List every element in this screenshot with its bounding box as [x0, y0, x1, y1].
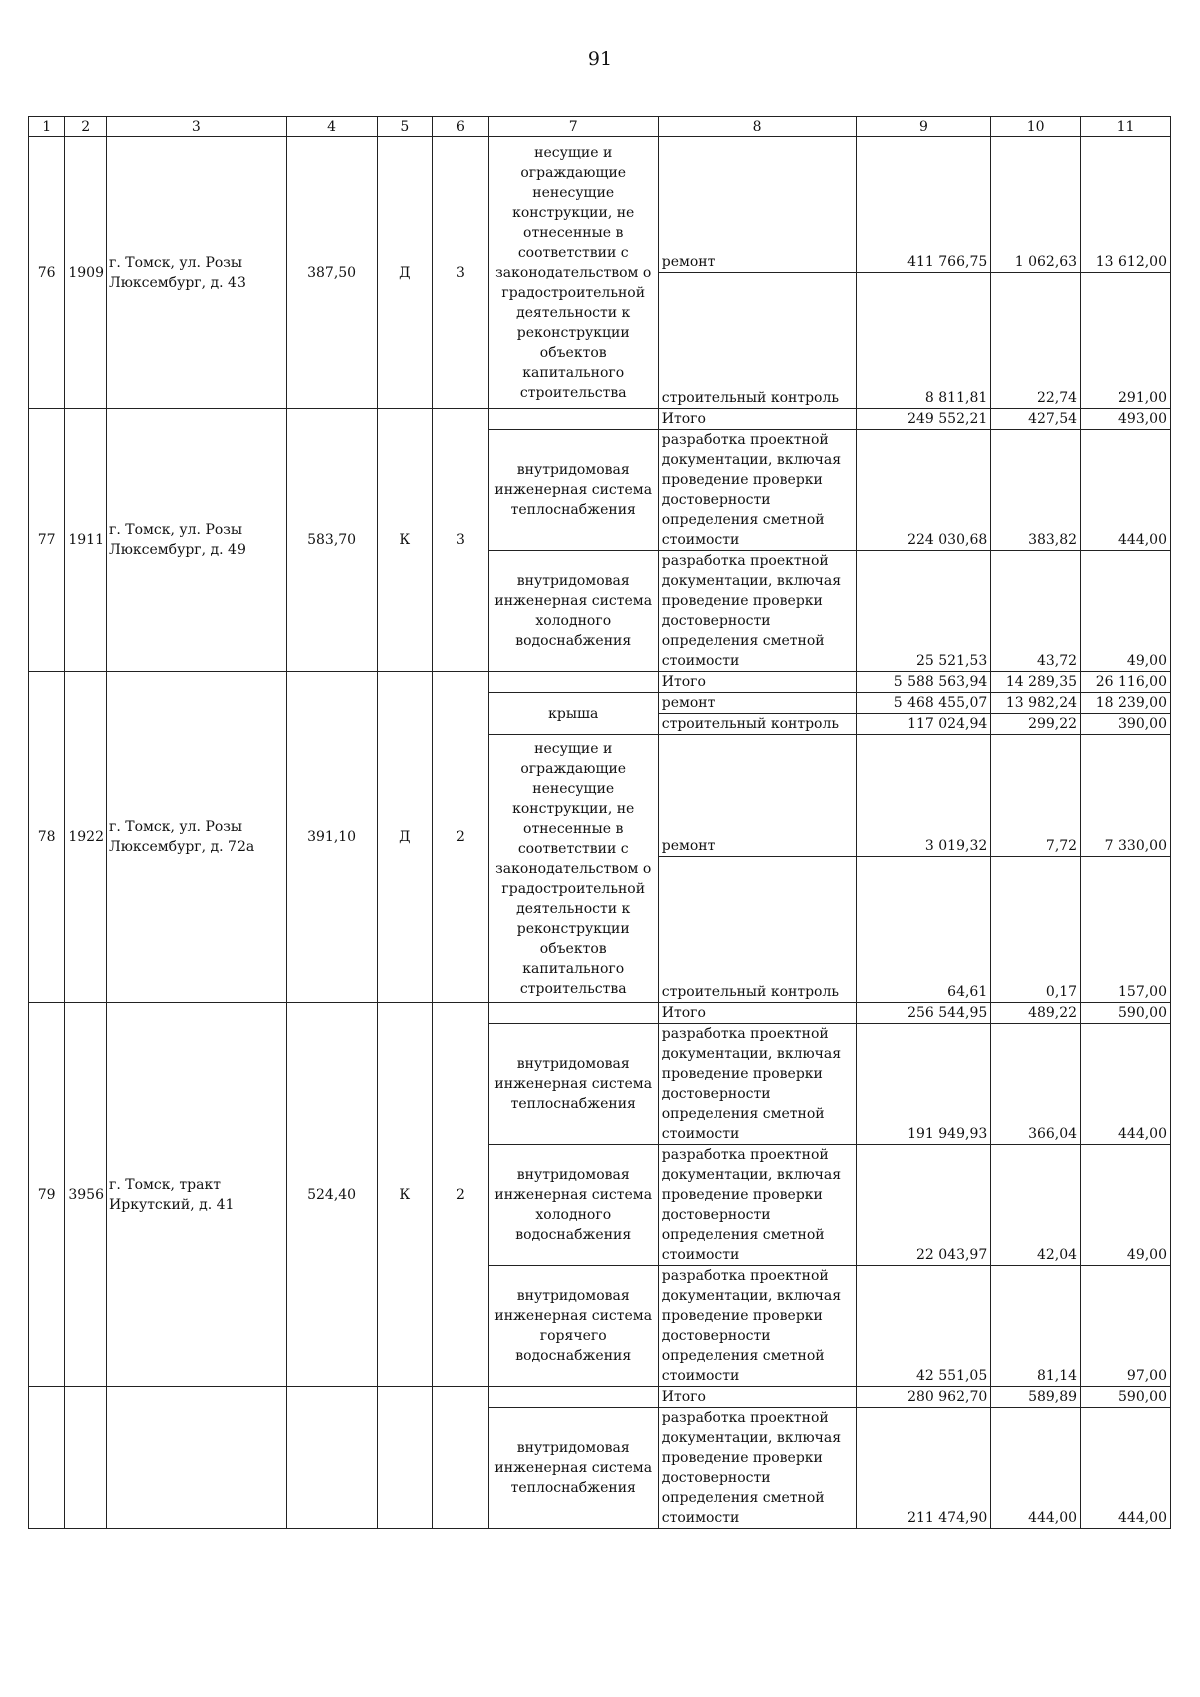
- table-row: [29, 137, 1171, 273]
- work-cost: 117 024,94: [856, 714, 991, 735]
- work-type: разработка проектной документации, включая проведение проверки достоверности определения сметной стоимости: [658, 1145, 856, 1266]
- house-address: г. Томск, ул. Розы Люксембург, д. 72а: [107, 672, 287, 1003]
- structural-element: внутридомовая инженерная система холодного водоснабжения: [488, 551, 658, 672]
- limit-cost: 13 612,00: [1081, 137, 1171, 273]
- empty-cell: [29, 1387, 65, 1529]
- house-floors: 2: [433, 1003, 489, 1387]
- house-area: 391,10: [286, 672, 377, 1003]
- structural-element: внутридомовая инженерная система теплоснабжения: [488, 1024, 658, 1145]
- work-type: разработка проектной документации, включая проведение проверки достоверности определения сметной стоимости: [658, 1408, 856, 1529]
- house-address: г. Томск, ул. Розы Люксембург, д. 49: [107, 409, 287, 672]
- house-type: Д: [377, 672, 433, 1003]
- col-header: 6: [433, 117, 489, 137]
- total-row: [29, 1003, 1171, 1024]
- limit-cost: 444,00: [1081, 1408, 1171, 1529]
- work-type: разработка проектной документации, включая проведение проверки достоверности определения сметной стоимости: [658, 1024, 856, 1145]
- unit-cost: 7,72: [991, 735, 1081, 857]
- structural-element: крыша: [488, 693, 658, 735]
- work-cost: 3 019,32: [856, 735, 991, 857]
- total-unit: 14 289,35: [991, 672, 1081, 693]
- unit-cost: 366,04: [991, 1024, 1081, 1145]
- col-header: 8: [658, 117, 856, 137]
- unit-cost: 42,04: [991, 1145, 1081, 1266]
- total-cost: 280 962,70: [856, 1387, 991, 1408]
- col-header: 2: [65, 117, 107, 137]
- empty-cell: [488, 409, 658, 430]
- row-number: 76: [29, 137, 65, 409]
- total-cost: 256 544,95: [856, 1003, 991, 1024]
- row-number: 79: [29, 1003, 65, 1387]
- total-unit: 589,89: [991, 1387, 1081, 1408]
- house-address: г. Томск, ул. Розы Люксембург, д. 43: [107, 137, 287, 409]
- house-code: 1922: [65, 672, 107, 1003]
- row-number: 78: [29, 672, 65, 1003]
- limit-cost: 444,00: [1081, 1024, 1171, 1145]
- unit-cost: 0,17: [991, 857, 1081, 1003]
- house-type: К: [377, 409, 433, 672]
- total-label: Итого: [658, 1003, 856, 1024]
- unit-cost: 43,72: [991, 551, 1081, 672]
- column-number-row: [29, 117, 1171, 137]
- capital-repair-table: [28, 116, 1171, 1529]
- total-cost: 249 552,21: [856, 409, 991, 430]
- limit-cost: 157,00: [1081, 857, 1171, 1003]
- unit-cost: 22,74: [991, 273, 1081, 409]
- work-cost: 191 949,93: [856, 1024, 991, 1145]
- total-label: Итого: [658, 1387, 856, 1408]
- house-code: 1909: [65, 137, 107, 409]
- total-label: Итого: [658, 672, 856, 693]
- house-floors: 3: [433, 409, 489, 672]
- unit-cost: 444,00: [991, 1408, 1081, 1529]
- unit-cost: 81,14: [991, 1266, 1081, 1387]
- col-header: 10: [991, 117, 1081, 137]
- house-floors: 2: [433, 672, 489, 1003]
- empty-cell: [65, 1387, 107, 1529]
- house-address: г. Томск, тракт Иркутский, д. 41: [107, 1003, 287, 1387]
- col-header: 11: [1081, 117, 1171, 137]
- house-area: 387,50: [286, 137, 377, 409]
- empty-cell: [286, 1387, 377, 1529]
- house-type: К: [377, 1003, 433, 1387]
- limit-cost: 291,00: [1081, 273, 1171, 409]
- empty-cell: [488, 1387, 658, 1408]
- work-cost: 25 521,53: [856, 551, 991, 672]
- work-type: разработка проектной документации, включая проведение проверки достоверности определения сметной стоимости: [658, 430, 856, 551]
- work-cost: 5 468 455,07: [856, 693, 991, 714]
- empty-cell: [107, 1387, 287, 1529]
- work-cost: 64,61: [856, 857, 991, 1003]
- col-header: 7: [488, 117, 658, 137]
- total-limit: 590,00: [1081, 1003, 1171, 1024]
- total-row: [29, 409, 1171, 430]
- limit-cost: 49,00: [1081, 1145, 1171, 1266]
- total-limit: 493,00: [1081, 409, 1171, 430]
- work-type: строительный контроль: [658, 857, 856, 1003]
- work-cost: 224 030,68: [856, 430, 991, 551]
- unit-cost: 13 982,24: [991, 693, 1081, 714]
- house-floors: 3: [433, 137, 489, 409]
- structural-element: внутридомовая инженерная система теплоснабжения: [488, 430, 658, 551]
- limit-cost: 97,00: [1081, 1266, 1171, 1387]
- work-cost: 411 766,75: [856, 137, 991, 273]
- work-type: ремонт: [658, 693, 856, 714]
- work-cost: 8 811,81: [856, 273, 991, 409]
- house-code: 3956: [65, 1003, 107, 1387]
- structural-element: несущие и ограждающие ненесущие конструкции, не отнесенные в соответствии с законодательством о градостроительной деятельности к реконструкции объектов капитального строительства: [488, 735, 658, 1003]
- empty-cell: [433, 1387, 489, 1529]
- structural-element: внутридомовая инженерная система холодного водоснабжения: [488, 1145, 658, 1266]
- row-number: 77: [29, 409, 65, 672]
- work-cost: 211 474,90: [856, 1408, 991, 1529]
- house-area: 524,40: [286, 1003, 377, 1387]
- house-area: 583,70: [286, 409, 377, 672]
- total-unit: 427,54: [991, 409, 1081, 430]
- structural-element: внутридомовая инженерная система теплоснабжения: [488, 1408, 658, 1529]
- col-header: 1: [29, 117, 65, 137]
- col-header: 3: [107, 117, 287, 137]
- work-type: строительный контроль: [658, 273, 856, 409]
- total-unit: 489,22: [991, 1003, 1081, 1024]
- structural-element: несущие и ограждающие ненесущие конструкции, не отнесенные в соответствии с законодательством о градостроительной деятельности к реконструкции объектов капитального строительства: [488, 137, 658, 409]
- total-limit: 26 116,00: [1081, 672, 1171, 693]
- structural-element: внутридомовая инженерная система горячего водоснабжения: [488, 1266, 658, 1387]
- work-cost: 42 551,05: [856, 1266, 991, 1387]
- work-type: строительный контроль: [658, 714, 856, 735]
- unit-cost: 299,22: [991, 714, 1081, 735]
- empty-cell: [488, 672, 658, 693]
- col-header: 9: [856, 117, 991, 137]
- limit-cost: 444,00: [1081, 430, 1171, 551]
- house-code: 1911: [65, 409, 107, 672]
- empty-cell: [488, 1003, 658, 1024]
- limit-cost: 18 239,00: [1081, 693, 1171, 714]
- total-label: Итого: [658, 409, 856, 430]
- total-row: [29, 1387, 1171, 1408]
- work-type: разработка проектной документации, включая проведение проверки достоверности определения сметной стоимости: [658, 551, 856, 672]
- work-type: ремонт: [658, 137, 856, 273]
- work-cost: 22 043,97: [856, 1145, 991, 1266]
- total-cost: 5 588 563,94: [856, 672, 991, 693]
- total-limit: 590,00: [1081, 1387, 1171, 1408]
- work-type: разработка проектной документации, включая проведение проверки достоверности определения сметной стоимости: [658, 1266, 856, 1387]
- limit-cost: 390,00: [1081, 714, 1171, 735]
- limit-cost: 49,00: [1081, 551, 1171, 672]
- total-row: [29, 672, 1171, 693]
- col-header: 4: [286, 117, 377, 137]
- empty-cell: [377, 1387, 433, 1529]
- col-header: 5: [377, 117, 433, 137]
- house-type: Д: [377, 137, 433, 409]
- limit-cost: 7 330,00: [1081, 735, 1171, 857]
- work-type: ремонт: [658, 735, 856, 857]
- unit-cost: 383,82: [991, 430, 1081, 551]
- page-number: 91: [587, 48, 613, 70]
- unit-cost: 1 062,63: [991, 137, 1081, 273]
